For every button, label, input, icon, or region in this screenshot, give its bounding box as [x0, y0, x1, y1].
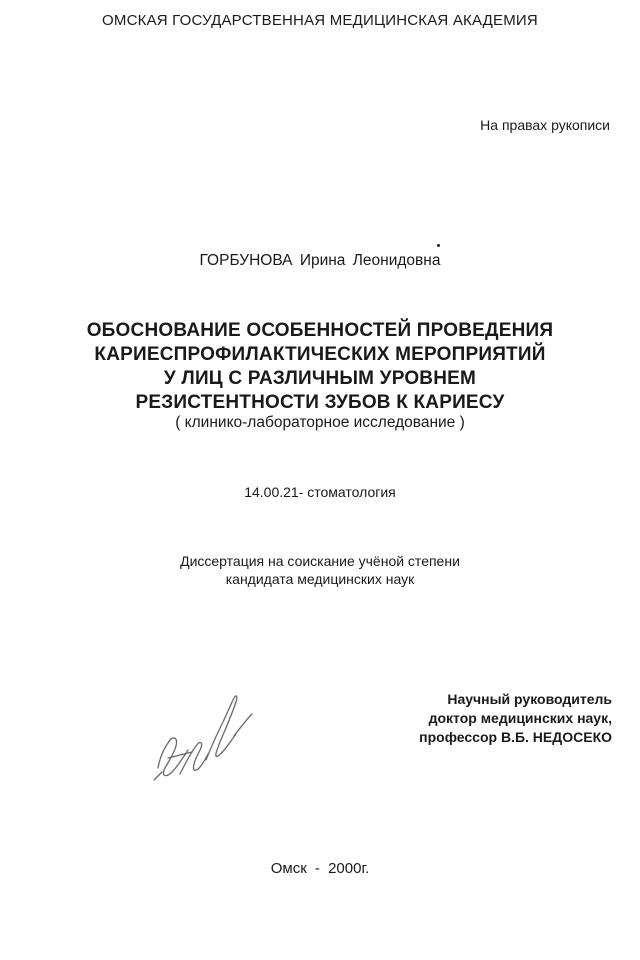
supervisor-name: профессор В.Б. НЕДОСЕКО: [419, 729, 612, 745]
title-line-2: КАРИЕСПРОФИЛАКТИЧЕСКИХ МЕРОПРИЯТИЙ: [94, 344, 546, 365]
specialty-code: 14.00.21- стоматология: [244, 484, 396, 500]
title-line-4: РЕЗИСТЕНТНОСТИ ЗУБОВ К КАРИЕСУ: [135, 392, 505, 413]
degree-line-2: кандидата медицинских наук: [225, 571, 415, 587]
author-name: ГОРБУНОВА Ирина Леонидовна: [199, 252, 441, 269]
supervisor-label: Научный руководитель: [447, 691, 612, 707]
supervisor-degree: доктор медицинских наук,: [428, 710, 612, 726]
title-subtitle: ( клинико-лабораторное исследование ): [175, 414, 465, 431]
rights-note: На правах рукописи: [480, 117, 610, 133]
title-line-3: У ЛИЦ С РАЗЛИЧНЫМ УРОВНЕМ: [163, 368, 477, 389]
institution-name: ОМСКАЯ ГОСУДАРСТВЕННАЯ МЕДИЦИНСКАЯ АКАДЕМИЯ: [102, 12, 538, 29]
degree-line-1: Диссертация на соискание учёной степени: [180, 553, 460, 569]
handwritten-signature-icon: [150, 676, 254, 788]
title-line-1: ОБОСНОВАНИЕ ОСОБЕННОСТЕЙ ПРОВЕДЕНИЯ: [86, 320, 554, 341]
ink-dot: [437, 244, 440, 247]
city-year: Омск - 2000г.: [270, 860, 370, 877]
